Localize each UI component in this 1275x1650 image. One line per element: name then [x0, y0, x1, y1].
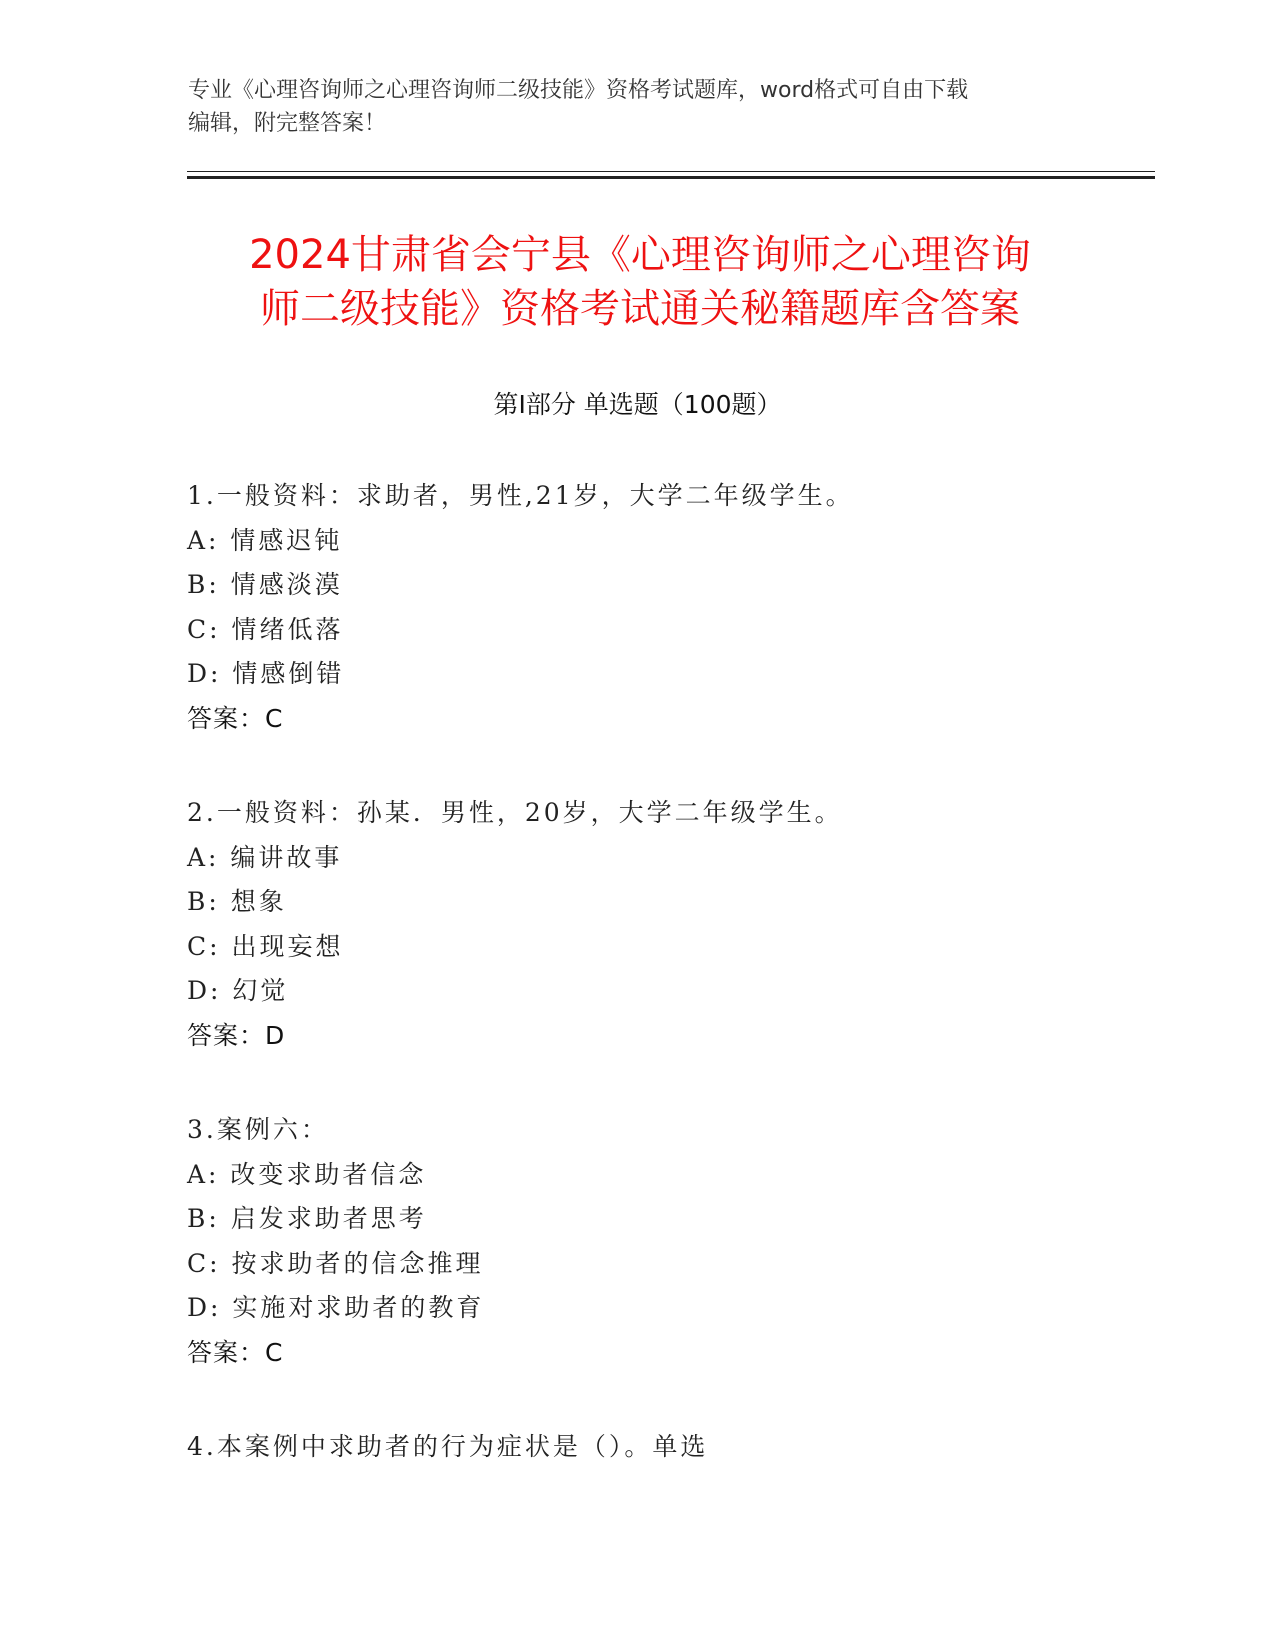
option-d: D: 情感倒错: [187, 659, 345, 688]
title-line-1: 2024甘肃省会宁县《心理咨询师之心理咨询: [249, 232, 1031, 278]
document-header-note: [188, 74, 1088, 140]
option-a: A: 改变求助者信念: [187, 1159, 427, 1189]
option-d: D: 实施对求助者的教育: [187, 1293, 485, 1322]
question-item: [187, 1108, 1137, 1375]
question-item: [187, 1425, 1137, 1470]
header-divider-thin: [187, 171, 1155, 172]
option-a: A: 情感迟钝: [187, 525, 343, 555]
header-note-line-2: 编辑，附完整答案！: [188, 111, 387, 136]
option-b: B: 想象: [187, 887, 287, 916]
option-c: C: 情绪低落: [187, 614, 344, 644]
option-c: C: 出现妄想: [187, 931, 344, 961]
section-title: 第Ⅰ部分 单选题（100题）: [493, 390, 782, 419]
question-list: [187, 474, 1137, 1520]
option-d: D: 幻觉: [187, 976, 289, 1005]
title-line-2: 师二级技能》资格考试通关秘籍题库含答案: [260, 286, 1020, 332]
option-a: A: 编讲故事: [187, 842, 343, 872]
option-c: C: 按求助者的信念推理: [187, 1248, 484, 1278]
answer-line: 答案：C: [187, 1337, 284, 1367]
question-stem: 1.一般资料：求助者，男性,21岁，大学二年级学生。: [187, 481, 854, 510]
question-item: [187, 474, 1137, 741]
question-item: [187, 791, 1137, 1058]
option-b: B: 启发求助者思考: [187, 1204, 427, 1233]
header-note-line-1: 专业《心理咨询师之心理咨询师二级技能》资格考试题库，word格式可自由下载: [188, 78, 969, 103]
header-divider-thick: [187, 176, 1155, 179]
question-stem: 3.案例六：: [187, 1115, 329, 1144]
question-stem: 2.一般资料：孙某．男性，20岁，大学二年级学生。: [187, 798, 843, 827]
answer-line: 答案：D: [187, 1020, 286, 1050]
option-b: B: 情感淡漠: [187, 570, 343, 599]
document-title: [150, 228, 1130, 336]
question-stem: 4.本案例中求助者的行为症状是（）。单选: [187, 1432, 709, 1461]
answer-line: 答案：C: [187, 703, 284, 733]
